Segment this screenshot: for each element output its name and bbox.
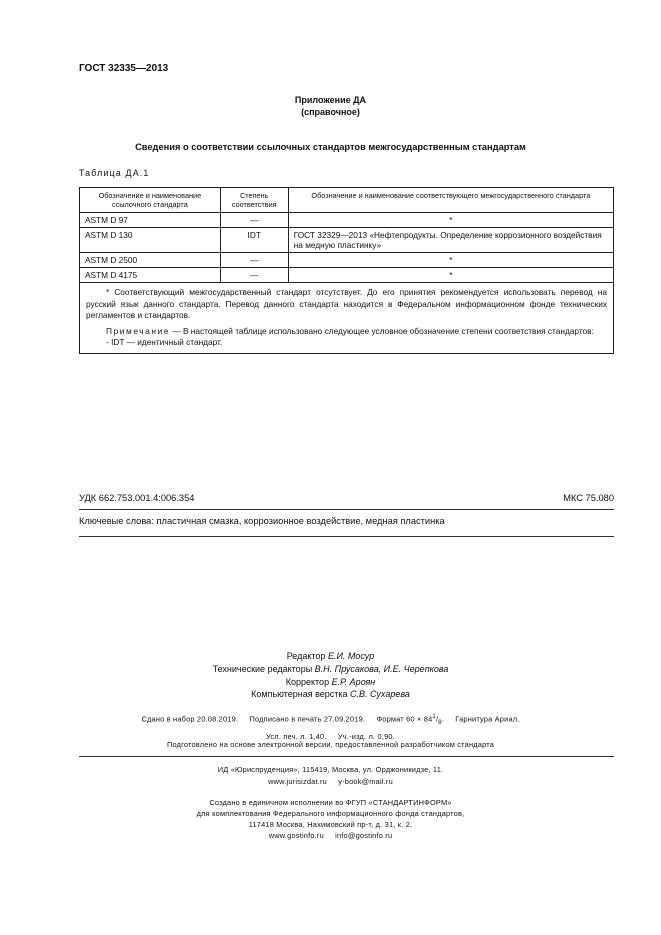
column-header: Обозначение и наименование ссылочного стандарта bbox=[80, 188, 221, 213]
standard-cell: * bbox=[288, 268, 613, 283]
printer-line: Создано в единичном исполнении во ФГУП «СТАНДАРТИНФОРМ» bbox=[209, 798, 452, 807]
credit-label: Компьютерная верстка bbox=[251, 689, 351, 700]
printer-line: www.gostinfo.ru info@gostinfo.ru bbox=[268, 831, 393, 840]
standard-cell: * bbox=[288, 253, 613, 268]
credit-editor bbox=[0, 650, 661, 663]
section-title: Сведения о соответствии ссылочных стандартов межгосударственным стандартам bbox=[135, 142, 526, 152]
credit-layout bbox=[0, 688, 661, 701]
standard-cell: ГОСТ 32329—2013 «Нефтепродукты. Определение коррозионного воздействия на медную пластинку» bbox=[288, 228, 613, 253]
column-header: Обозначение и наименование соответствующего межгосударственного стандарта bbox=[288, 188, 613, 213]
publication-line: Усл. печ. л. 1,40. Уч.-изд. л. 0,90. bbox=[266, 731, 395, 741]
ref-standard-cell: ASTM D 97 bbox=[80, 213, 221, 228]
publication-text: . Гарнитура Ариал. bbox=[441, 714, 520, 724]
annex-heading bbox=[0, 94, 661, 118]
publisher-address: ИД «Юриспруденция», 115419, Москва, ул. Орджоникидзе, 11. bbox=[217, 765, 444, 774]
correspondence-table bbox=[79, 187, 614, 354]
degree-cell: — bbox=[220, 268, 288, 283]
source-note: Подготовлено на основе электронной версии, предоставленной разработчиком стандарта bbox=[166, 740, 495, 749]
credit-label: Технические редакторы bbox=[212, 663, 315, 674]
publication-text: Сдано в набор 20.08.2019. Подписано в печать 27.09.2019. Формат 60 × 84 bbox=[141, 714, 433, 724]
table-row bbox=[80, 253, 614, 268]
credit-name: С.В. Сухарева bbox=[350, 689, 410, 700]
keywords: Ключевые слова: пластичная смазка, коррозионное воздействие, медная пластинка bbox=[79, 516, 445, 526]
note-text: — В настоящей таблице использовано следующее условное обозначение степени соответствия стандартов: bbox=[170, 325, 594, 336]
table-notes-row bbox=[80, 283, 614, 354]
ref-standard-cell: ASTM D 130 bbox=[80, 228, 221, 253]
printer-line: для комплектования Федерального информационного фонда стандартов, bbox=[196, 809, 465, 818]
table-notes bbox=[80, 283, 614, 354]
format-fraction-numerator: 1 bbox=[432, 714, 436, 720]
mks-code: МКС 75.080 bbox=[563, 493, 614, 503]
credits-block bbox=[0, 650, 661, 701]
divider bbox=[79, 756, 614, 757]
divider bbox=[79, 536, 614, 537]
annex-title: Приложение ДА bbox=[294, 95, 367, 105]
credit-name: В.Н. Прусакова, И.Е. Черепкова bbox=[314, 663, 449, 674]
table-row bbox=[80, 213, 614, 228]
column-header: Степень соответствия bbox=[220, 188, 288, 213]
publisher-info bbox=[0, 764, 661, 787]
credit-name: Е.И. Мосур bbox=[327, 651, 375, 661]
standard-cell: * bbox=[288, 213, 613, 228]
degree-cell: IDT bbox=[220, 228, 288, 253]
annex-subtitle: (справочное) bbox=[301, 107, 360, 117]
publication-line: Сдано в набор 20.08.2019. Подписано в печать 27.09.2019. Формат $60 \times 84^1/_8$. Гарнитура Ариал. bbox=[141, 714, 520, 726]
table-note bbox=[86, 326, 607, 338]
table-header-row bbox=[80, 188, 614, 213]
degree-cell: — bbox=[220, 253, 288, 268]
note-item: - IDT — идентичный стандарт. bbox=[106, 337, 223, 347]
credit-name: Е.Р. Ароян bbox=[331, 676, 376, 687]
credit-tech-editors bbox=[0, 663, 661, 676]
document-number: ГОСТ 32335—2013 bbox=[79, 63, 169, 74]
table-row bbox=[80, 268, 614, 283]
credit-corrector bbox=[0, 676, 661, 689]
printer-info bbox=[0, 797, 661, 841]
table-caption: Таблица ДА.1 bbox=[79, 168, 150, 178]
credit-label: Корректор bbox=[285, 676, 332, 687]
divider bbox=[79, 509, 614, 510]
table-row bbox=[80, 228, 614, 253]
ref-standard-cell: ASTM D 2500 bbox=[80, 253, 221, 268]
publisher-contacts: www.jurisizdat.ru y-book@mail.ru bbox=[268, 776, 393, 786]
credit-label: Редактор bbox=[286, 651, 328, 661]
degree-cell: — bbox=[220, 213, 288, 228]
ref-standard-cell: ASTM D 4175 bbox=[80, 268, 221, 283]
udk-code: УДК 662.753.001.4:006.354 bbox=[79, 493, 195, 503]
note-label: Примечание bbox=[106, 325, 171, 336]
table-footnote: * Соответствующий межгосударственный стандарт отсутствует. До его принятия рекомендуется использовать перевод на русский язык данного стандарта. Перевод данного стандарта находится в Федеральном информационном фонде технических регламентов и стандартов. bbox=[86, 287, 607, 320]
publication-info bbox=[0, 711, 661, 743]
printer-line: 117418 Москва, Нахимовский пр-т, д. 31, к. 2. bbox=[248, 820, 413, 829]
format-fraction-denominator: 8 bbox=[438, 719, 442, 726]
